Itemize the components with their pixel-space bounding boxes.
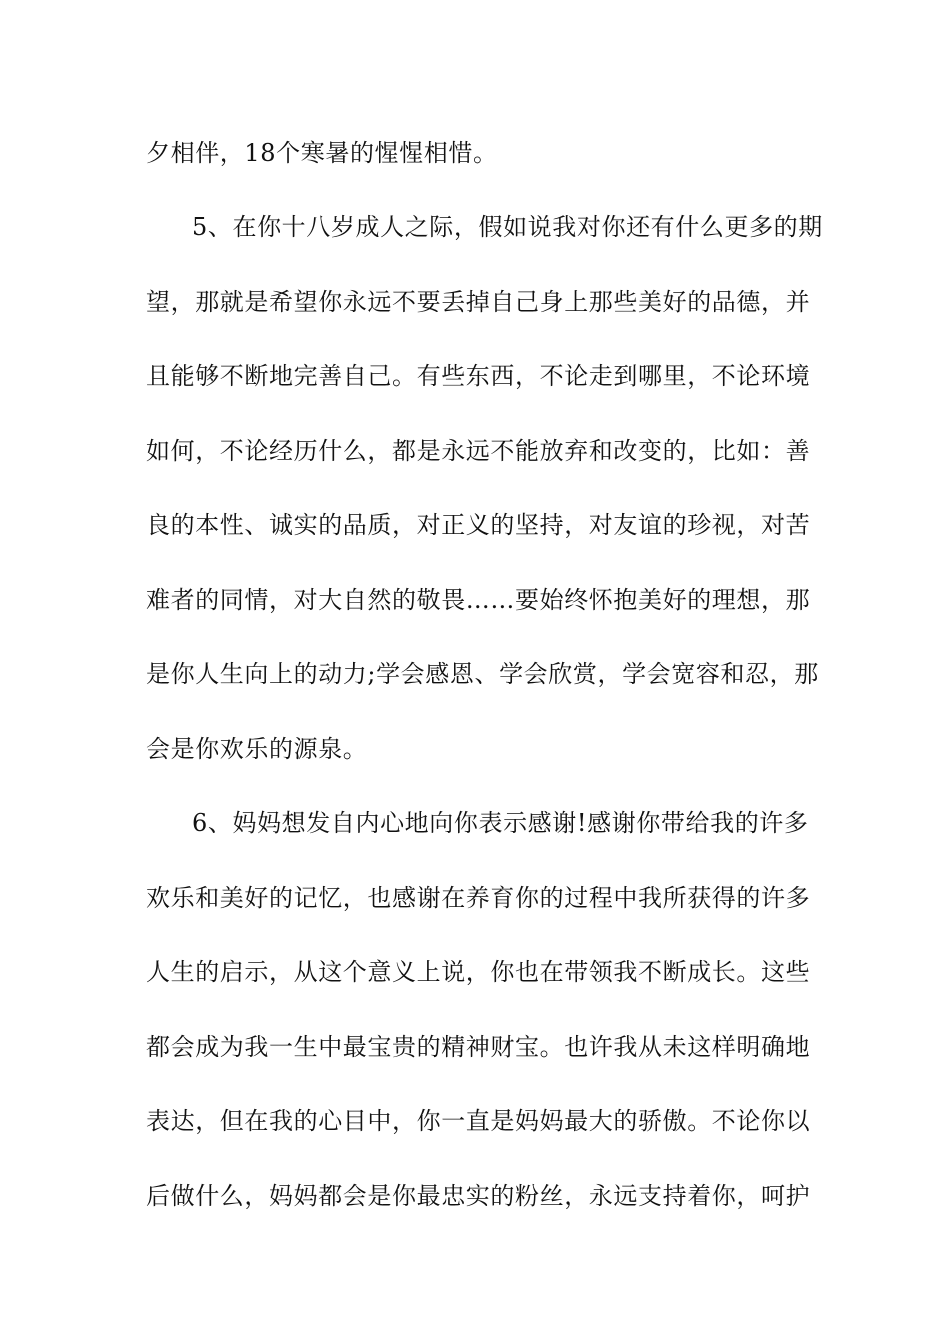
text-line: 且能够不断地完善自己。有些东西，不论走到哪里，不论环境 xyxy=(146,362,811,390)
text-line: 表达，但在我的心目中，你一直是妈妈最大的骄傲。不论你以 xyxy=(146,1107,811,1135)
text-line: 望，那就是希望你永远不要丢掉自己身上那些美好的品德，并 xyxy=(146,288,811,316)
text-line: 都会成为我一生中最宝贵的精神财宝。也许我从未这样明确地 xyxy=(146,1033,811,1061)
text-line: 如何，不论经历什么，都是永远不能放弃和改变的，比如：善 xyxy=(146,437,811,465)
paragraph-start-line: 5、在你十八岁成人之际，假如说我对你还有什么更多的期 xyxy=(192,213,823,241)
text-line: 人生的启示，从这个意义上说，你也在带领我不断成长。这些 xyxy=(146,958,811,986)
text-line: 良的本性、诚实的品质，对正义的坚持，对友谊的珍视，对苦 xyxy=(146,511,811,539)
text-line: 难者的同情，对大自然的敬畏……要始终怀抱美好的理想，那 xyxy=(146,586,811,614)
text-line: 是你人生向上的动力;学会感恩、学会欣赏，学会宽容和忍，那 xyxy=(146,660,819,688)
text-line: 会是你欢乐的源泉。 xyxy=(146,735,368,763)
text-line: 夕相伴，18个寒暑的惺惺相惜。 xyxy=(146,139,498,167)
paragraph-start-line: 6、妈妈想发自内心地向你表示感谢!感谢你带给我的许多 xyxy=(192,809,809,837)
text-line: 欢乐和美好的记忆，也感谢在养育你的过程中我所获得的许多 xyxy=(146,884,811,912)
text-line: 后做什么，妈妈都会是你最忠实的粉丝，永远支持着你，呵护 xyxy=(146,1182,811,1210)
